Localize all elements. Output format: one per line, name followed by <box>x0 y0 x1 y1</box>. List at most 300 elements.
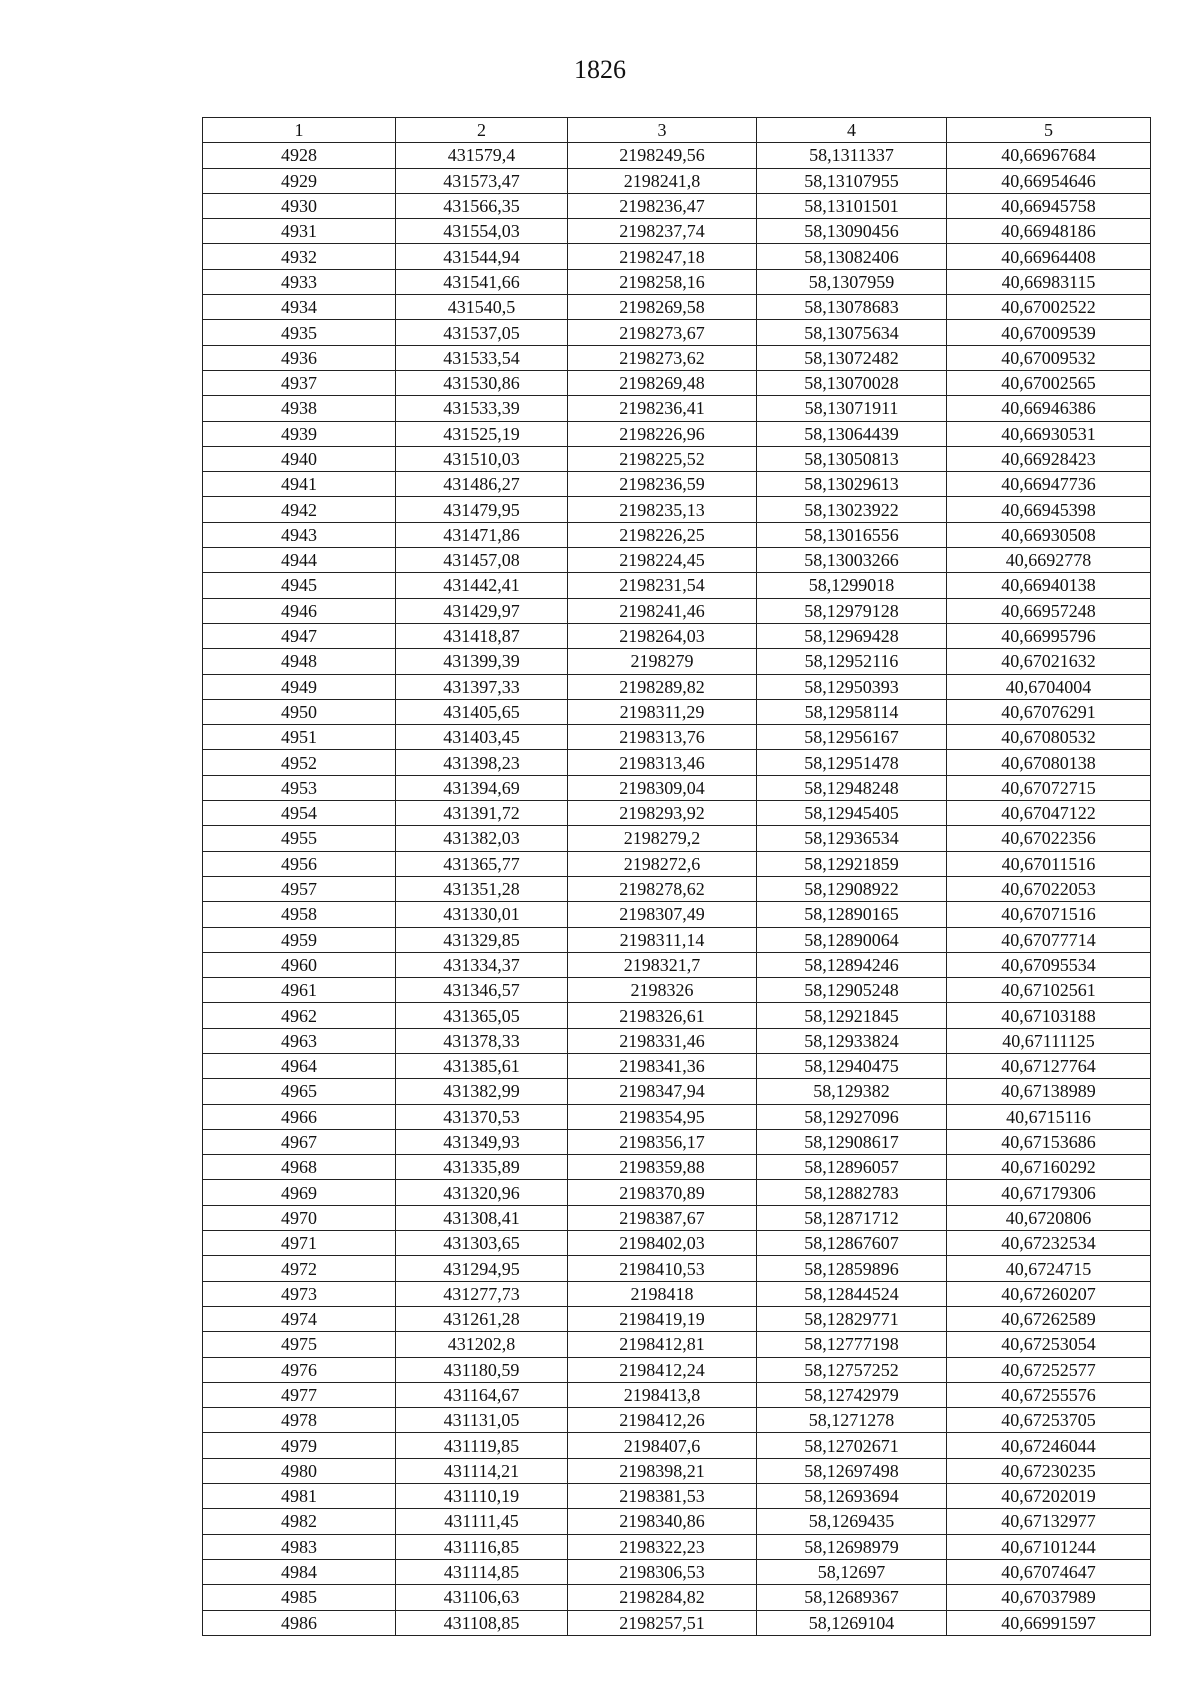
table-cell: 4963 <box>203 1028 396 1053</box>
table-cell: 431261,28 <box>396 1306 568 1331</box>
table-cell: 2198309,04 <box>568 775 757 800</box>
table-cell: 431471,86 <box>396 522 568 547</box>
table-cell: 40,67002565 <box>947 370 1151 395</box>
table-cell: 431540,5 <box>396 295 568 320</box>
table-row <box>203 1079 1151 1104</box>
table-cell: 431108,85 <box>396 1610 568 1635</box>
table-row <box>203 1559 1151 1584</box>
table-cell: 40,67095534 <box>947 952 1151 977</box>
table-cell: 58,12867607 <box>757 1231 947 1256</box>
table-cell: 4934 <box>203 295 396 320</box>
table-cell: 40,67111125 <box>947 1028 1151 1053</box>
table-cell: 2198235,13 <box>568 497 757 522</box>
table-cell: 58,13078683 <box>757 295 947 320</box>
table-cell: 58,12927096 <box>757 1104 947 1129</box>
table-cell: 2198331,46 <box>568 1028 757 1053</box>
table-cell: 40,67021632 <box>947 649 1151 674</box>
table-cell: 4950 <box>203 699 396 724</box>
table-row <box>203 1256 1151 1281</box>
table-cell: 431164,67 <box>396 1382 568 1407</box>
table-row <box>203 1231 1151 1256</box>
table-cell: 2198322,23 <box>568 1534 757 1559</box>
table-cell: 4971 <box>203 1231 396 1256</box>
table-cell: 2198313,76 <box>568 725 757 750</box>
table-cell: 58,13072482 <box>757 345 947 370</box>
table-row <box>203 876 1151 901</box>
table-cell: 40,67232534 <box>947 1231 1151 1256</box>
table-cell: 58,13101501 <box>757 193 947 218</box>
table-cell: 58,12859896 <box>757 1256 947 1281</box>
table-cell: 431119,85 <box>396 1433 568 1458</box>
table-row <box>203 1484 1151 1509</box>
table-cell: 40,67071516 <box>947 902 1151 927</box>
table-cell: 2198307,49 <box>568 902 757 927</box>
table-cell: 2198410,53 <box>568 1256 757 1281</box>
coordinates-table <box>202 117 1151 1636</box>
table-cell: 2198326 <box>568 978 757 1003</box>
table-cell: 58,12969428 <box>757 623 947 648</box>
table-row <box>203 927 1151 952</box>
table-cell: 2198236,41 <box>568 396 757 421</box>
table-row <box>203 1610 1151 1635</box>
table-cell: 4980 <box>203 1458 396 1483</box>
table-cell: 40,66940138 <box>947 573 1151 598</box>
table-cell: 40,67153686 <box>947 1129 1151 1154</box>
table-cell: 2198419,19 <box>568 1306 757 1331</box>
table-cell: 431106,63 <box>396 1585 568 1610</box>
table-cell: 431533,54 <box>396 345 568 370</box>
table-cell: 40,67047122 <box>947 801 1151 826</box>
table-cell: 2198284,82 <box>568 1585 757 1610</box>
table-cell: 40,67037989 <box>947 1585 1151 1610</box>
table-cell: 431346,57 <box>396 978 568 1003</box>
table-cell: 2198370,89 <box>568 1180 757 1205</box>
table-cell: 2198354,95 <box>568 1104 757 1129</box>
table-cell: 2198226,25 <box>568 522 757 547</box>
table-cell: 4939 <box>203 421 396 446</box>
table-cell: 4955 <box>203 826 396 851</box>
table-row <box>203 1357 1151 1382</box>
table-cell: 4935 <box>203 320 396 345</box>
table-cell: 2198273,67 <box>568 320 757 345</box>
table-cell: 431329,85 <box>396 927 568 952</box>
table-cell: 2198412,24 <box>568 1357 757 1382</box>
table-row <box>203 1281 1151 1306</box>
table-cell: 2198269,58 <box>568 295 757 320</box>
table-row <box>203 674 1151 699</box>
table-cell: 58,12933824 <box>757 1028 947 1053</box>
table-row <box>203 1104 1151 1129</box>
table-cell: 2198326,61 <box>568 1003 757 1028</box>
table-cell: 2198225,52 <box>568 446 757 471</box>
table-row <box>203 472 1151 497</box>
table-cell: 2198237,74 <box>568 219 757 244</box>
table-cell: 431382,03 <box>396 826 568 851</box>
table-cell: 4958 <box>203 902 396 927</box>
table-row <box>203 1509 1151 1534</box>
table-cell: 431320,96 <box>396 1180 568 1205</box>
table-row <box>203 269 1151 294</box>
column-header: 1 <box>203 118 396 143</box>
table-cell: 431442,41 <box>396 573 568 598</box>
table-row <box>203 1180 1151 1205</box>
table-cell: 2198407,6 <box>568 1433 757 1458</box>
table-cell: 431537,05 <box>396 320 568 345</box>
table-row <box>203 598 1151 623</box>
table-cell: 4970 <box>203 1205 396 1230</box>
table-cell: 431365,77 <box>396 851 568 876</box>
table-cell: 4964 <box>203 1053 396 1078</box>
table-cell: 58,12702671 <box>757 1433 947 1458</box>
table-cell: 2198247,18 <box>568 244 757 269</box>
table-row <box>203 1205 1151 1230</box>
table-cell: 58,1271278 <box>757 1408 947 1433</box>
table-cell: 431566,35 <box>396 193 568 218</box>
table-row <box>203 1332 1151 1357</box>
table-row <box>203 193 1151 218</box>
table-cell: 58,1269435 <box>757 1509 947 1534</box>
table-row <box>203 801 1151 826</box>
table-cell: 4960 <box>203 952 396 977</box>
table-cell: 431399,39 <box>396 649 568 674</box>
table-cell: 431202,8 <box>396 1332 568 1357</box>
table-cell: 58,12689367 <box>757 1585 947 1610</box>
table-cell: 40,67260207 <box>947 1281 1151 1306</box>
table-cell: 4974 <box>203 1306 396 1331</box>
table-cell: 58,12757252 <box>757 1357 947 1382</box>
table-cell: 58,12940475 <box>757 1053 947 1078</box>
table-row <box>203 1028 1151 1053</box>
table-cell: 40,66930531 <box>947 421 1151 446</box>
table-cell: 40,6720806 <box>947 1205 1151 1230</box>
table-cell: 2198413,8 <box>568 1382 757 1407</box>
table-row <box>203 851 1151 876</box>
table-cell: 58,12871712 <box>757 1205 947 1230</box>
table-cell: 4972 <box>203 1256 396 1281</box>
table-cell: 431525,19 <box>396 421 568 446</box>
table-row <box>203 219 1151 244</box>
table-cell: 58,1311337 <box>757 143 947 168</box>
table-cell: 431110,19 <box>396 1484 568 1509</box>
table-row <box>203 168 1151 193</box>
table-row <box>203 775 1151 800</box>
table-cell: 40,66946386 <box>947 396 1151 421</box>
table-cell: 40,66930508 <box>947 522 1151 547</box>
table-cell: 40,66983115 <box>947 269 1151 294</box>
table-cell: 431397,33 <box>396 674 568 699</box>
table-cell: 58,12693694 <box>757 1484 947 1509</box>
table-cell: 4928 <box>203 143 396 168</box>
table-cell: 4954 <box>203 801 396 826</box>
table-cell: 40,67202019 <box>947 1484 1151 1509</box>
table-cell: 431579,4 <box>396 143 568 168</box>
table-cell: 2198278,62 <box>568 876 757 901</box>
table-cell: 2198258,16 <box>568 269 757 294</box>
table-cell: 58,12890165 <box>757 902 947 927</box>
table-cell: 40,67080138 <box>947 750 1151 775</box>
table-cell: 4929 <box>203 168 396 193</box>
table-cell: 2198289,82 <box>568 674 757 699</box>
table-row <box>203 345 1151 370</box>
table-cell: 2198226,96 <box>568 421 757 446</box>
table-cell: 2198279 <box>568 649 757 674</box>
table-cell: 2198412,81 <box>568 1332 757 1357</box>
table-cell: 40,66967684 <box>947 143 1151 168</box>
table-row <box>203 978 1151 1003</box>
table-cell: 2198273,62 <box>568 345 757 370</box>
table-row <box>203 1155 1151 1180</box>
table-row <box>203 244 1151 269</box>
table-cell: 58,12948248 <box>757 775 947 800</box>
table-cell: 4951 <box>203 725 396 750</box>
table-cell: 40,67009539 <box>947 320 1151 345</box>
table-row <box>203 1382 1151 1407</box>
table-cell: 431365,05 <box>396 1003 568 1028</box>
table-row <box>203 421 1151 446</box>
table-row <box>203 295 1151 320</box>
table-cell: 431405,65 <box>396 699 568 724</box>
table-cell: 58,129382 <box>757 1079 947 1104</box>
table-cell: 40,6724715 <box>947 1256 1151 1281</box>
table-cell: 4985 <box>203 1585 396 1610</box>
table-cell: 2198402,03 <box>568 1231 757 1256</box>
table-cell: 4930 <box>203 193 396 218</box>
table-cell: 431385,61 <box>396 1053 568 1078</box>
table-cell: 431573,47 <box>396 168 568 193</box>
table-cell: 4932 <box>203 244 396 269</box>
table-cell: 431334,37 <box>396 952 568 977</box>
table-cell: 2198387,67 <box>568 1205 757 1230</box>
table-row <box>203 497 1151 522</box>
table-cell: 431349,93 <box>396 1129 568 1154</box>
table-cell: 431180,59 <box>396 1357 568 1382</box>
table-row <box>203 143 1151 168</box>
table-cell: 2198241,8 <box>568 168 757 193</box>
table-cell: 4949 <box>203 674 396 699</box>
table-row <box>203 1458 1151 1483</box>
table-cell: 4975 <box>203 1332 396 1357</box>
table-cell: 58,12936534 <box>757 826 947 851</box>
table-cell: 58,13050813 <box>757 446 947 471</box>
column-header: 5 <box>947 118 1151 143</box>
table-cell: 4979 <box>203 1433 396 1458</box>
table-cell: 2198306,53 <box>568 1559 757 1584</box>
table-cell: 4947 <box>203 623 396 648</box>
table-cell: 40,67022356 <box>947 826 1151 851</box>
table-cell: 58,12697498 <box>757 1458 947 1483</box>
table-cell: 2198249,56 <box>568 143 757 168</box>
table-cell: 2198257,51 <box>568 1610 757 1635</box>
table-cell: 431370,53 <box>396 1104 568 1129</box>
table-body <box>203 143 1151 1636</box>
table-cell: 58,1307959 <box>757 269 947 294</box>
table-cell: 4943 <box>203 522 396 547</box>
table-row <box>203 725 1151 750</box>
table-cell: 2198272,6 <box>568 851 757 876</box>
table-cell: 40,66964408 <box>947 244 1151 269</box>
table-cell: 40,67009532 <box>947 345 1151 370</box>
table-cell: 4952 <box>203 750 396 775</box>
table-cell: 431131,05 <box>396 1408 568 1433</box>
table-cell: 58,12921859 <box>757 851 947 876</box>
table-cell: 58,13023922 <box>757 497 947 522</box>
table-cell: 40,66948186 <box>947 219 1151 244</box>
table-cell: 40,67002522 <box>947 295 1151 320</box>
table-cell: 4984 <box>203 1559 396 1584</box>
table-cell: 4942 <box>203 497 396 522</box>
table-cell: 431111,45 <box>396 1509 568 1534</box>
table-cell: 431479,95 <box>396 497 568 522</box>
table-cell: 431116,85 <box>396 1534 568 1559</box>
table-cell: 2198279,2 <box>568 826 757 851</box>
table-cell: 431351,28 <box>396 876 568 901</box>
table-cell: 40,66947736 <box>947 472 1151 497</box>
table-row <box>203 699 1151 724</box>
table-cell: 58,13075634 <box>757 320 947 345</box>
table-cell: 431418,87 <box>396 623 568 648</box>
table-cell: 40,67253054 <box>947 1332 1151 1357</box>
table-cell: 4961 <box>203 978 396 1003</box>
table-cell: 4933 <box>203 269 396 294</box>
table-cell: 4948 <box>203 649 396 674</box>
table-row <box>203 902 1151 927</box>
table-cell: 2198236,59 <box>568 472 757 497</box>
table-cell: 40,66991597 <box>947 1610 1151 1635</box>
table-cell: 58,12908617 <box>757 1129 947 1154</box>
table-cell: 58,13064439 <box>757 421 947 446</box>
table-cell: 58,12829771 <box>757 1306 947 1331</box>
table-cell: 2198381,53 <box>568 1484 757 1509</box>
table-cell: 2198269,48 <box>568 370 757 395</box>
column-header: 3 <box>568 118 757 143</box>
table-cell: 40,67179306 <box>947 1180 1151 1205</box>
table-cell: 40,67262589 <box>947 1306 1151 1331</box>
page-number: 1826 <box>574 55 626 84</box>
table-cell: 431541,66 <box>396 269 568 294</box>
table-cell: 58,13029613 <box>757 472 947 497</box>
table-cell: 431398,23 <box>396 750 568 775</box>
table-cell: 4986 <box>203 1610 396 1635</box>
table-row <box>203 370 1151 395</box>
table-cell: 431510,03 <box>396 446 568 471</box>
table-cell: 58,1269104 <box>757 1610 947 1635</box>
table-header-row <box>203 118 1151 143</box>
table-row <box>203 446 1151 471</box>
table-cell: 58,12921845 <box>757 1003 947 1028</box>
column-header: 2 <box>396 118 568 143</box>
table-row <box>203 1585 1151 1610</box>
table-cell: 58,12945405 <box>757 801 947 826</box>
table-cell: 58,12950393 <box>757 674 947 699</box>
table-cell: 4946 <box>203 598 396 623</box>
table-cell: 40,66954646 <box>947 168 1151 193</box>
table-cell: 58,12777198 <box>757 1332 947 1357</box>
table-row <box>203 623 1151 648</box>
column-header: 4 <box>757 118 947 143</box>
table-row <box>203 522 1151 547</box>
table-cell: 431530,86 <box>396 370 568 395</box>
table-cell: 2198340,86 <box>568 1509 757 1534</box>
table-row <box>203 396 1151 421</box>
table-cell: 2198412,26 <box>568 1408 757 1433</box>
table-cell: 58,12956167 <box>757 725 947 750</box>
table-cell: 4969 <box>203 1180 396 1205</box>
table-cell: 2198321,7 <box>568 952 757 977</box>
table-cell: 58,12952116 <box>757 649 947 674</box>
table-cell: 58,12698979 <box>757 1534 947 1559</box>
table-cell: 4941 <box>203 472 396 497</box>
table-cell: 4937 <box>203 370 396 395</box>
table-cell: 4976 <box>203 1357 396 1382</box>
table-cell: 2198347,94 <box>568 1079 757 1104</box>
table-cell: 431429,97 <box>396 598 568 623</box>
table-row <box>203 826 1151 851</box>
table-cell: 40,67160292 <box>947 1155 1151 1180</box>
table-row <box>203 1408 1151 1433</box>
table-cell: 431457,08 <box>396 548 568 573</box>
table-cell: 4966 <box>203 1104 396 1129</box>
table-cell: 40,67230235 <box>947 1458 1151 1483</box>
table-row <box>203 1534 1151 1559</box>
table-cell: 431308,41 <box>396 1205 568 1230</box>
table-cell: 4973 <box>203 1281 396 1306</box>
table-row <box>203 952 1151 977</box>
table-row <box>203 548 1151 573</box>
table-cell: 4953 <box>203 775 396 800</box>
table-cell: 40,67246044 <box>947 1433 1151 1458</box>
table-cell: 4983 <box>203 1534 396 1559</box>
table-cell: 58,12882783 <box>757 1180 947 1205</box>
table-cell: 58,1299018 <box>757 573 947 598</box>
table-cell: 4936 <box>203 345 396 370</box>
table-cell: 431335,89 <box>396 1155 568 1180</box>
table-cell: 2198356,17 <box>568 1129 757 1154</box>
table-cell: 40,67101244 <box>947 1534 1151 1559</box>
table-cell: 58,12908922 <box>757 876 947 901</box>
table-cell: 58,13107955 <box>757 168 947 193</box>
table-cell: 431486,27 <box>396 472 568 497</box>
table-row <box>203 1433 1151 1458</box>
table-cell: 4967 <box>203 1129 396 1154</box>
table-cell: 58,13071911 <box>757 396 947 421</box>
table-row <box>203 1003 1151 1028</box>
table-cell: 58,13082406 <box>757 244 947 269</box>
table-cell: 58,12890064 <box>757 927 947 952</box>
table-cell: 2198418 <box>568 1281 757 1306</box>
table-cell: 58,12958114 <box>757 699 947 724</box>
table-cell: 431294,95 <box>396 1256 568 1281</box>
table-cell: 40,66957248 <box>947 598 1151 623</box>
table-cell: 4931 <box>203 219 396 244</box>
table-cell: 4956 <box>203 851 396 876</box>
table-cell: 431391,72 <box>396 801 568 826</box>
table-cell: 2198293,92 <box>568 801 757 826</box>
table-cell: 40,66995796 <box>947 623 1151 648</box>
table-cell: 4944 <box>203 548 396 573</box>
table-cell: 431394,69 <box>396 775 568 800</box>
table-cell: 40,67132977 <box>947 1509 1151 1534</box>
table-cell: 40,6692778 <box>947 548 1151 573</box>
table-cell: 431382,99 <box>396 1079 568 1104</box>
table-cell: 40,67074647 <box>947 1559 1151 1584</box>
table-cell: 431330,01 <box>396 902 568 927</box>
table-cell: 40,67103188 <box>947 1003 1151 1028</box>
table-cell: 58,12697 <box>757 1559 947 1584</box>
table-cell: 58,12979128 <box>757 598 947 623</box>
table-cell: 4981 <box>203 1484 396 1509</box>
table-cell: 4962 <box>203 1003 396 1028</box>
table-cell: 2198224,45 <box>568 548 757 573</box>
